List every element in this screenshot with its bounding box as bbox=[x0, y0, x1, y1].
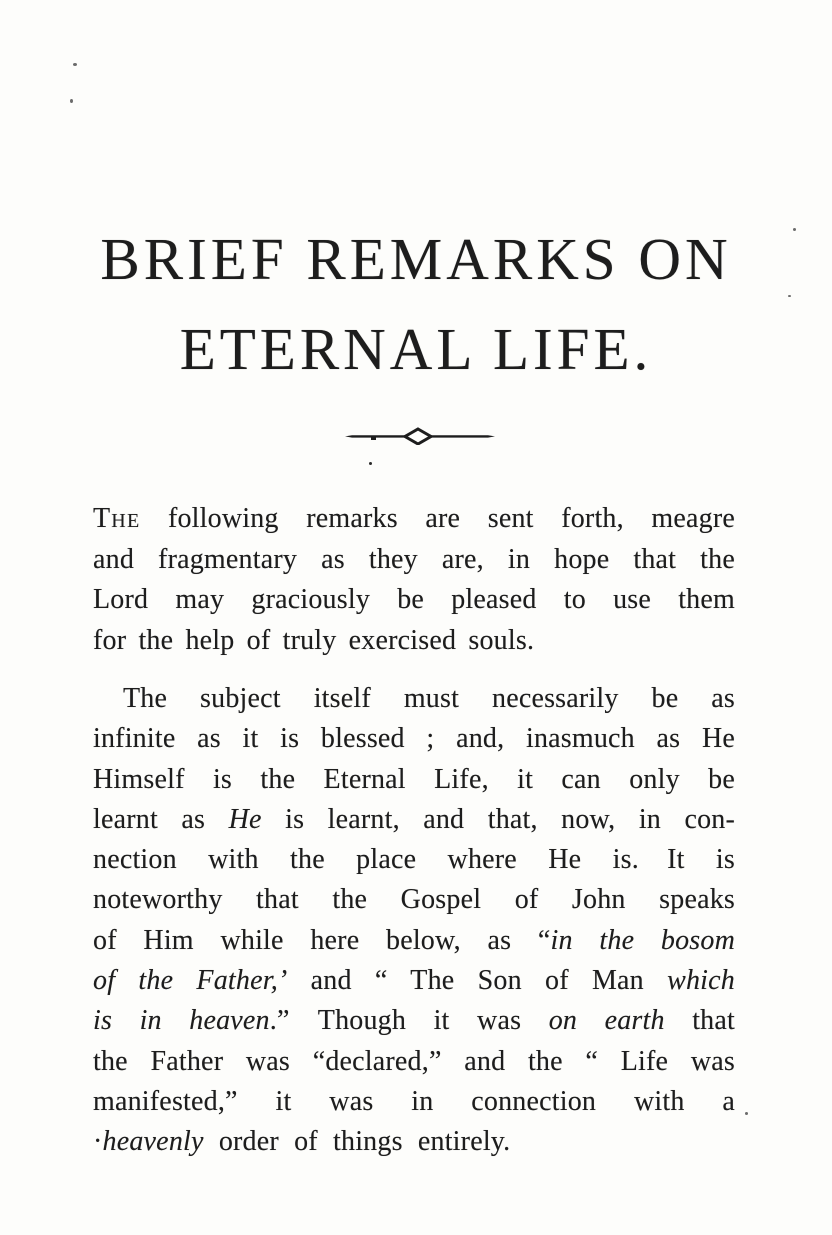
body-text: and fragmentary as they are, in hope that the bbox=[93, 543, 735, 575]
smallcaps-text: The bbox=[93, 503, 141, 534]
divider-ornament bbox=[345, 427, 495, 445]
italic-text: is in heaven bbox=[93, 1005, 270, 1037]
body-text: and “ The Son of Man bbox=[287, 965, 668, 997]
body-text: manifested,” it was in connection with a bbox=[93, 1085, 735, 1117]
italic-text: which bbox=[667, 965, 735, 997]
text-line bbox=[93, 880, 735, 920]
body-text: · bbox=[93, 1126, 103, 1158]
text-line bbox=[93, 499, 735, 540]
body-text: for the help of truly exercised souls. bbox=[93, 625, 535, 657]
body-text: that bbox=[664, 1005, 735, 1037]
paragraph-opening bbox=[93, 499, 735, 662]
text-line bbox=[93, 1122, 735, 1162]
body-text: noteworthy that the Gospel of John speaks bbox=[93, 884, 735, 916]
body-text: nection with the place where He is. It is bbox=[93, 844, 735, 876]
rule-with-diamond-icon bbox=[345, 427, 495, 445]
body-text: Himself is the Eternal Life, it can only be bbox=[93, 763, 735, 795]
scan-speck bbox=[745, 1112, 748, 1115]
body-text: order of things entirely. bbox=[203, 1126, 511, 1158]
scan-speck bbox=[788, 295, 791, 297]
scan-speck bbox=[793, 228, 796, 231]
text-line bbox=[93, 621, 735, 662]
text-line bbox=[93, 1082, 735, 1122]
italic-text: of the Father,’ bbox=[93, 965, 288, 997]
italic-text: on earth bbox=[548, 1005, 665, 1037]
body-text: The subject itself must necessarily be as bbox=[123, 683, 735, 714]
text-line bbox=[93, 679, 735, 719]
body-text: Lord may graciously be pleased to use them bbox=[93, 584, 735, 616]
text-line bbox=[93, 961, 735, 1001]
body-text: infinite as it is blessed ; and, inasmuch as He bbox=[93, 723, 735, 755]
text-line bbox=[93, 1042, 735, 1082]
italic-text: heavenly bbox=[102, 1126, 204, 1158]
text-line bbox=[93, 760, 735, 800]
page-title-line2: ETERNAL LIFE. bbox=[179, 316, 653, 382]
text-line bbox=[93, 921, 735, 961]
paragraph-subject bbox=[93, 679, 735, 1163]
body-text: the Father was “declared,” and the “ Life was bbox=[93, 1045, 735, 1077]
scan-speck bbox=[70, 99, 73, 103]
body-text: following remarks are sent forth, meagre bbox=[140, 503, 735, 534]
text-line bbox=[93, 800, 735, 840]
scan-speck bbox=[369, 462, 372, 465]
italic-text: in the bosom bbox=[550, 924, 735, 956]
text-line bbox=[93, 540, 735, 581]
body-text: learnt as bbox=[93, 803, 229, 835]
body-text: of Him while here below, as “ bbox=[93, 924, 551, 956]
text-line bbox=[93, 580, 735, 621]
text-line bbox=[93, 719, 735, 759]
italic-text: He bbox=[228, 803, 262, 835]
text-line bbox=[93, 840, 735, 880]
body-text: is learnt, and that, now, in con- bbox=[261, 803, 736, 835]
scan-speck bbox=[73, 63, 77, 66]
body-text: .” Though it was bbox=[269, 1005, 549, 1037]
page-title-line1: BRIEF REMARKS ON bbox=[100, 226, 732, 292]
text-line bbox=[93, 1001, 735, 1041]
